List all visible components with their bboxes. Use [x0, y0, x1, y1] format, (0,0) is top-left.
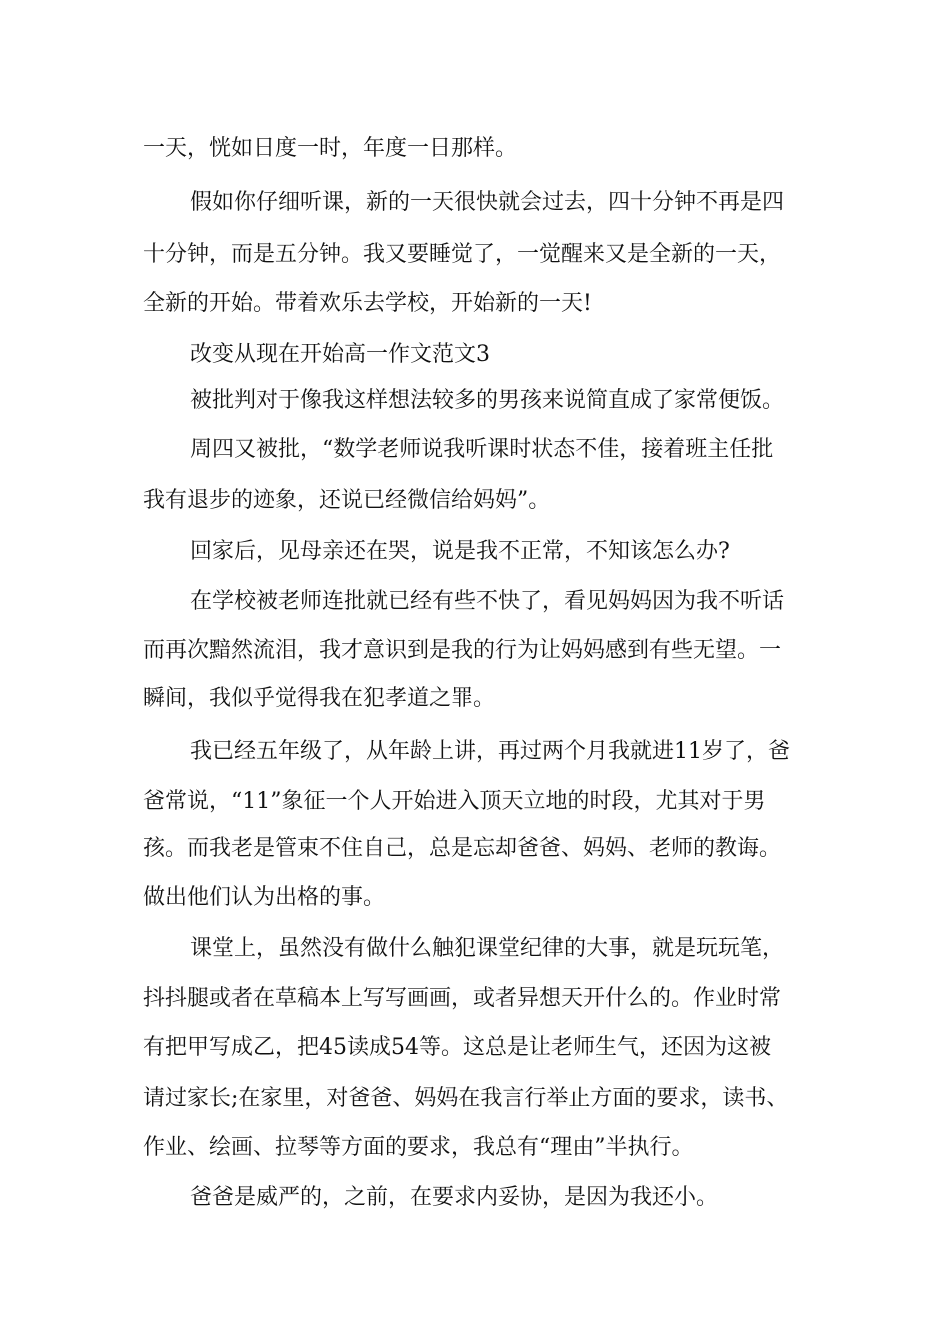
paragraph-line: 爸爸是威严的，之前，在要求内妥协，是因为我还小。 [190, 1185, 719, 1210]
text-line: 抖抖腿或者在草稿本上写写画画，或者异想天开什么的。作业时常 [143, 986, 782, 1011]
text-line: 而再次黯然流泪，我才意识到是我的行为让妈妈感到有些无望。一 [143, 638, 782, 663]
paragraph-line: 课堂上，虽然没有做什么触犯课堂纪律的大事，就是玩玩笔， [190, 936, 785, 961]
paragraph-line: 回家后，见母亲还在哭，说是我不正常，不知该怎么办? [190, 539, 730, 564]
text-line: 孩。而我老是管束不住自己，总是忘却爸爸、妈妈、老师的教诲。 [143, 836, 782, 861]
paragraph-line: 周四又被批，“数学老师说我听课时状态不佳，接着班主任批 [190, 437, 774, 462]
text-line: 作业、绘画、拉琴等方面的要求，我总有“理由”半执行。 [143, 1135, 694, 1160]
text-line: 全新的开始。带着欢乐去学校，开始新的一天! [143, 291, 592, 316]
text-line: 有把甲写成乙，把45读成54等。这总是让老师生气，还因为这被 [143, 1035, 771, 1060]
text-line: 爸常说，“11”象征一个人开始进入顶天立地的时段，尤其对于男 [143, 789, 766, 814]
section-title: 改变从现在开始高一作文范文3 [190, 342, 490, 367]
text-line: 瞬间，我似乎觉得我在犯孝道之罪。 [143, 686, 496, 711]
text-line: 一天，恍如日度一时，年度一日那样。 [143, 136, 518, 161]
paragraph-line: 在学校被老师连批就已经有些不快了，看见妈妈因为我不听话 [190, 589, 785, 614]
paragraph-line: 假如你仔细听课，新的一天很快就会过去，四十分钟不再是四 [190, 190, 785, 215]
text-line: 我有退步的迹象，还说已经微信给妈妈”。 [143, 488, 551, 513]
text-line: 做出他们认为出格的事。 [143, 885, 386, 910]
paragraph-line: 我已经五年级了，从年龄上讲，再过两个月我就进11岁了，爸 [190, 739, 790, 764]
paragraph-line: 被批判对于像我这样想法较多的男孩来说简直成了家常便饭。 [190, 388, 785, 413]
text-line: 请过家长;在家里，对爸爸、妈妈在我言行举止方面的要求，读书、 [143, 1086, 789, 1111]
text-line: 十分钟，而是五分钟。我又要睡觉了，一觉醒来又是全新的一天， [143, 242, 782, 267]
